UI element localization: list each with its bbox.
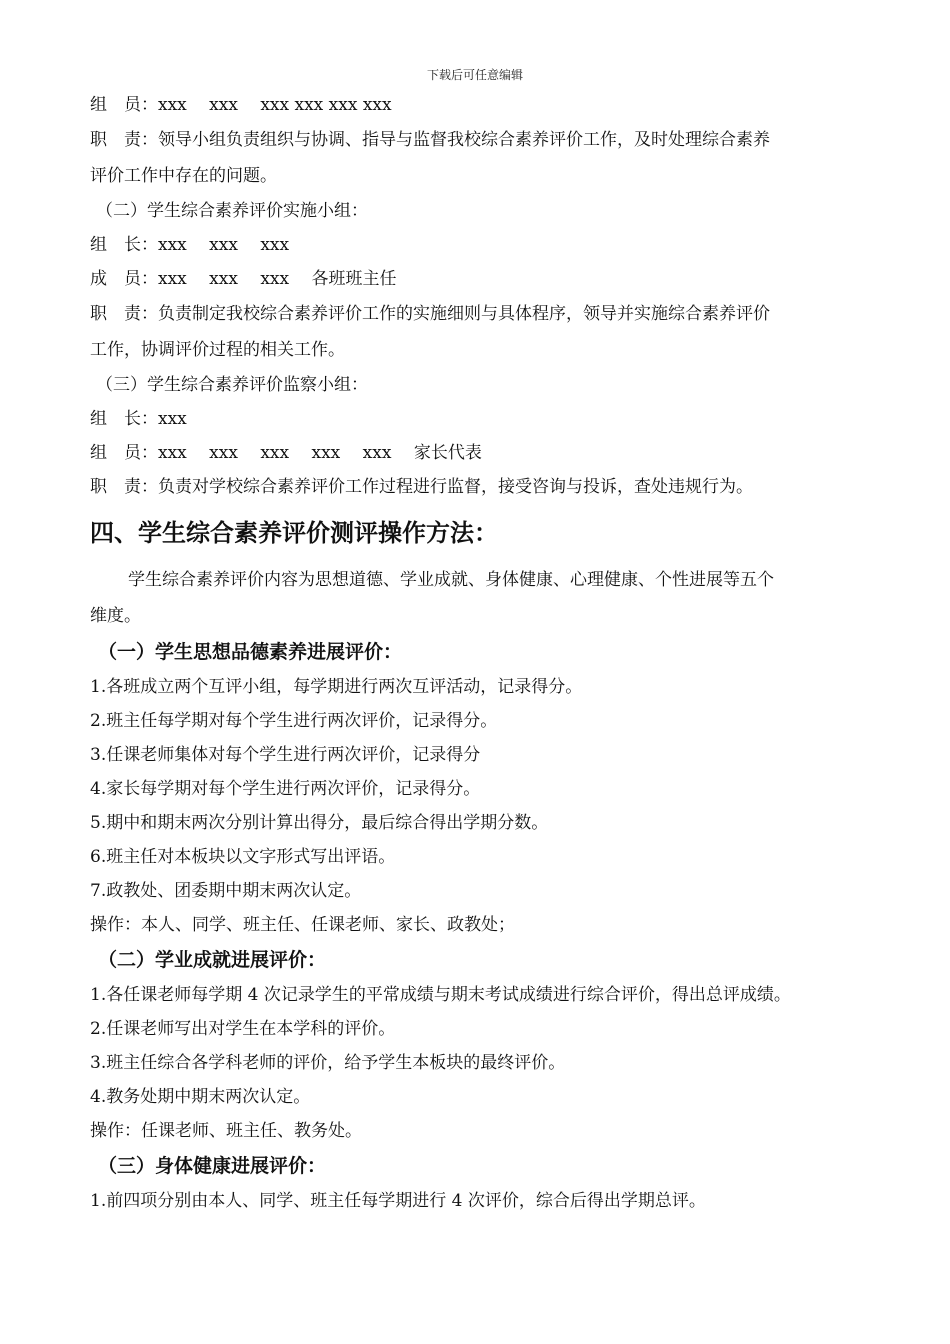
list-item: 2.任课老师写出对学生在本学科的评价。 <box>90 1019 396 1039</box>
operation-line: 操作：本人、同学、班主任、任课老师、家长、政教处； <box>90 915 515 935</box>
list-item: 6.班主任对本板块以文字形式写出评语。 <box>90 847 396 867</box>
subsection-heading: （三）身体健康进展评价： <box>98 1155 327 1177</box>
duty-line: 职 责：负责对学校综合素养评价工作过程进行监督，接受咨询与投诉，查处违规行为。 <box>90 477 753 497</box>
subgroup-heading: （三）学生综合素养评价监察小组： <box>96 375 368 395</box>
document-body <box>90 88 870 1218</box>
list-item: 2.班主任每学期对每个学生进行两次评价，记录得分。 <box>90 711 498 731</box>
section-heading: 四、学生综合素养评价测评操作方法： <box>90 519 498 547</box>
member-line: 组 员：xxx xxx xxx xxx xxx xxx <box>90 95 392 115</box>
list-item: 1.各任课老师每学期 4 次记录学生的平常成绩与期末考试成绩进行综合评价，得出总评成绩。 <box>90 985 791 1005</box>
list-item: 3.班主任综合各学科老师的评价，给予学生本板块的最终评价。 <box>90 1053 566 1073</box>
duty-line: 职 责：领导小组负责组织与协调、指导与监督我校综合素养评价工作，及时处理综合素养 <box>90 130 770 150</box>
list-item: 3.任课老师集体对每个学生进行两次评价，记录得分 <box>90 745 481 765</box>
list-item: 4.教务处期中期末两次认定。 <box>90 1087 311 1107</box>
duty-line-cont: 评价工作中存在的问题。 <box>90 166 277 186</box>
subsection-heading: （一）学生思想品德素养进展评价： <box>98 641 403 663</box>
duty-line-cont: 工作，协调评价过程的相关工作。 <box>90 340 345 360</box>
page-header: 下载后可任意编辑 <box>426 68 523 82</box>
list-item: 1.各班成立两个互评小组，每学期进行两次互评活动，记录得分。 <box>90 677 583 697</box>
operation-line: 操作：任课老师、班主任、教务处。 <box>90 1121 362 1141</box>
member-line: 成 员：xxx xxx xxx 各班班主任 <box>90 269 397 289</box>
list-item: 4.家长每学期对每个学生进行两次评价，记录得分。 <box>90 779 481 799</box>
body-paragraph: 学生综合素养评价内容为思想道德、学业成就、身体健康、心理健康、个性进展等五个 <box>128 570 774 590</box>
member-line: 组 员：xxx xxx xxx xxx xxx 家长代表 <box>90 443 482 463</box>
list-item: 1.前四项分别由本人、同学、班主任每学期进行 4 次评价，综合后得出学期总评。 <box>90 1191 706 1211</box>
duty-line: 职 责：负责制定我校综合素养评价工作的实施细则与具体程序，领导并实施综合素养评价 <box>90 304 770 324</box>
list-item: 5.期中和期末两次分别计算出得分，最后综合得出学期分数。 <box>90 813 549 833</box>
body-paragraph-cont: 维度。 <box>90 606 141 626</box>
subgroup-heading: （二）学生综合素养评价实施小组： <box>96 201 368 221</box>
leader-line: 组 长：xxx <box>90 409 187 429</box>
list-item: 7.政教处、团委期中期末两次认定。 <box>90 881 362 901</box>
subsection-heading: （二）学业成就进展评价： <box>98 949 327 971</box>
leader-line: 组 长：xxx xxx xxx <box>90 235 290 255</box>
